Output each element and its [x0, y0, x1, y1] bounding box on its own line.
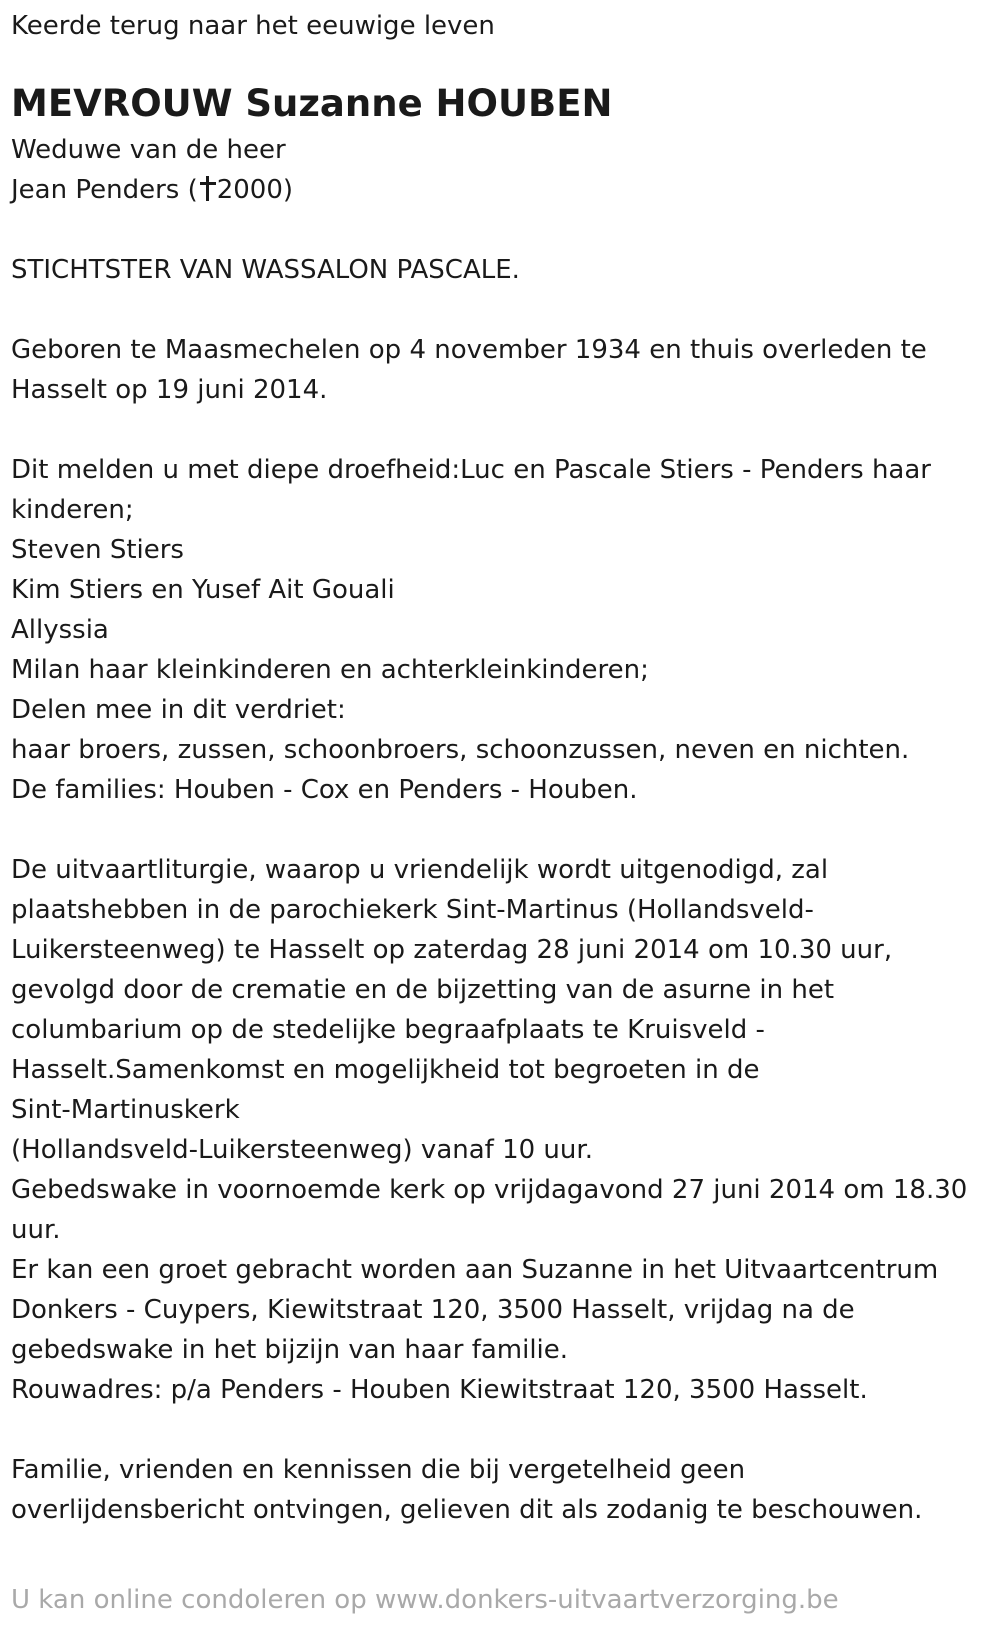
- funeral-line: Er kan een groet gebracht worden aan Suzanne in het Uitvaartcentrum: [11, 1255, 939, 1285]
- funeral-line: Hasselt.Samenkomst en mogelijkheid tot begroeten in de: [11, 1055, 760, 1085]
- spouse-line: [11, 170, 1000, 210]
- family-line: Delen mee in dit verdriet:: [11, 695, 346, 725]
- birth-paragraph: [11, 330, 1000, 410]
- funeral-line: Sint-Martinuskerk: [11, 1095, 240, 1125]
- spacer: [11, 210, 1000, 250]
- funeral-line: uur.: [11, 1215, 61, 1245]
- family-line: Dit melden u met diepe droefheid:Luc en Pascale Stiers - Penders haar: [11, 455, 931, 485]
- condolence-footer: U kan online condoleren op www.donkers-uitvaartverzorging.be: [11, 1585, 839, 1615]
- spouse-name: Jean Penders (: [11, 175, 198, 205]
- spacer: [11, 410, 1000, 450]
- closing-line: Familie, vrienden en kennissen die bij vergetelheid geen: [11, 1455, 746, 1485]
- funeral-line: Rouwadres: p/a Penders - Houben Kiewitstraat 120, 3500 Hasselt.: [11, 1375, 868, 1405]
- family-line: Milan haar kleinkinderen en achterkleinkinderen;: [11, 655, 649, 685]
- closing-paragraph: [11, 1450, 1000, 1530]
- family-line: Steven Stiers: [11, 535, 184, 565]
- closing-line: overlijdensbericht ontvingen, gelieven dit als zodanig te beschouwen.: [11, 1495, 923, 1525]
- spacer: [11, 290, 1000, 330]
- spouse-death-year: 2000): [216, 175, 294, 205]
- deceased-name: MEVROUW Suzanne HOUBEN: [11, 82, 613, 125]
- birth-line: Geboren te Maasmechelen op 4 november 1934 en thuis overleden te: [11, 335, 927, 365]
- funeral-paragraph: [11, 850, 1000, 1410]
- widow-line: Weduwe van de heer: [11, 135, 286, 165]
- family-paragraph: [11, 450, 1000, 810]
- funeral-line: gevolgd door de crematie en de bijzetting van de asurne in het: [11, 975, 835, 1005]
- spacer: [11, 810, 1000, 850]
- funeral-line: plaatshebben in de parochiekerk Sint-Martinus (Hollandsveld-: [11, 895, 814, 925]
- family-line: haar broers, zussen, schoonbroers, schoonzussen, neven en nichten.: [11, 735, 910, 765]
- family-line: Allyssia: [11, 615, 109, 645]
- birth-line: Hasselt op 19 juni 2014.: [11, 375, 328, 405]
- funeral-line: (Hollandsveld-Luikersteenweg) vanaf 10 uur.: [11, 1135, 593, 1165]
- funeral-line: Gebedswake in voornoemde kerk op vrijdagavond 27 juni 2014 om 18.30: [11, 1175, 968, 1205]
- funeral-line: gebedswake in het bijzijn van haar familie.: [11, 1335, 569, 1365]
- funeral-line: Luikersteenweg) te Hasselt op zaterdag 28 juni 2014 om 10.30 uur,: [11, 935, 893, 965]
- funeral-line: De uitvaartliturgie, waarop u vriendelijk wordt uitgenodigd, zal: [11, 855, 829, 885]
- funeral-line: Donkers - Cuypers, Kiewitstraat 120, 3500 Hasselt, vrijdag na de: [11, 1295, 855, 1325]
- intro-text: Keerde terug naar het eeuwige leven: [11, 11, 495, 41]
- family-line: De families: Houben - Cox en Penders - Houben.: [11, 775, 638, 805]
- founder-line: STICHTSTER VAN WASSALON PASCALE.: [11, 255, 520, 285]
- family-line: kinderen;: [11, 495, 134, 525]
- family-line: Kim Stiers en Yusef Ait Gouali: [11, 575, 395, 605]
- cross-icon: [200, 175, 216, 201]
- spacer: [11, 1410, 1000, 1450]
- funeral-line: columbarium op de stedelijke begraafplaats te Kruisveld -: [11, 1015, 765, 1045]
